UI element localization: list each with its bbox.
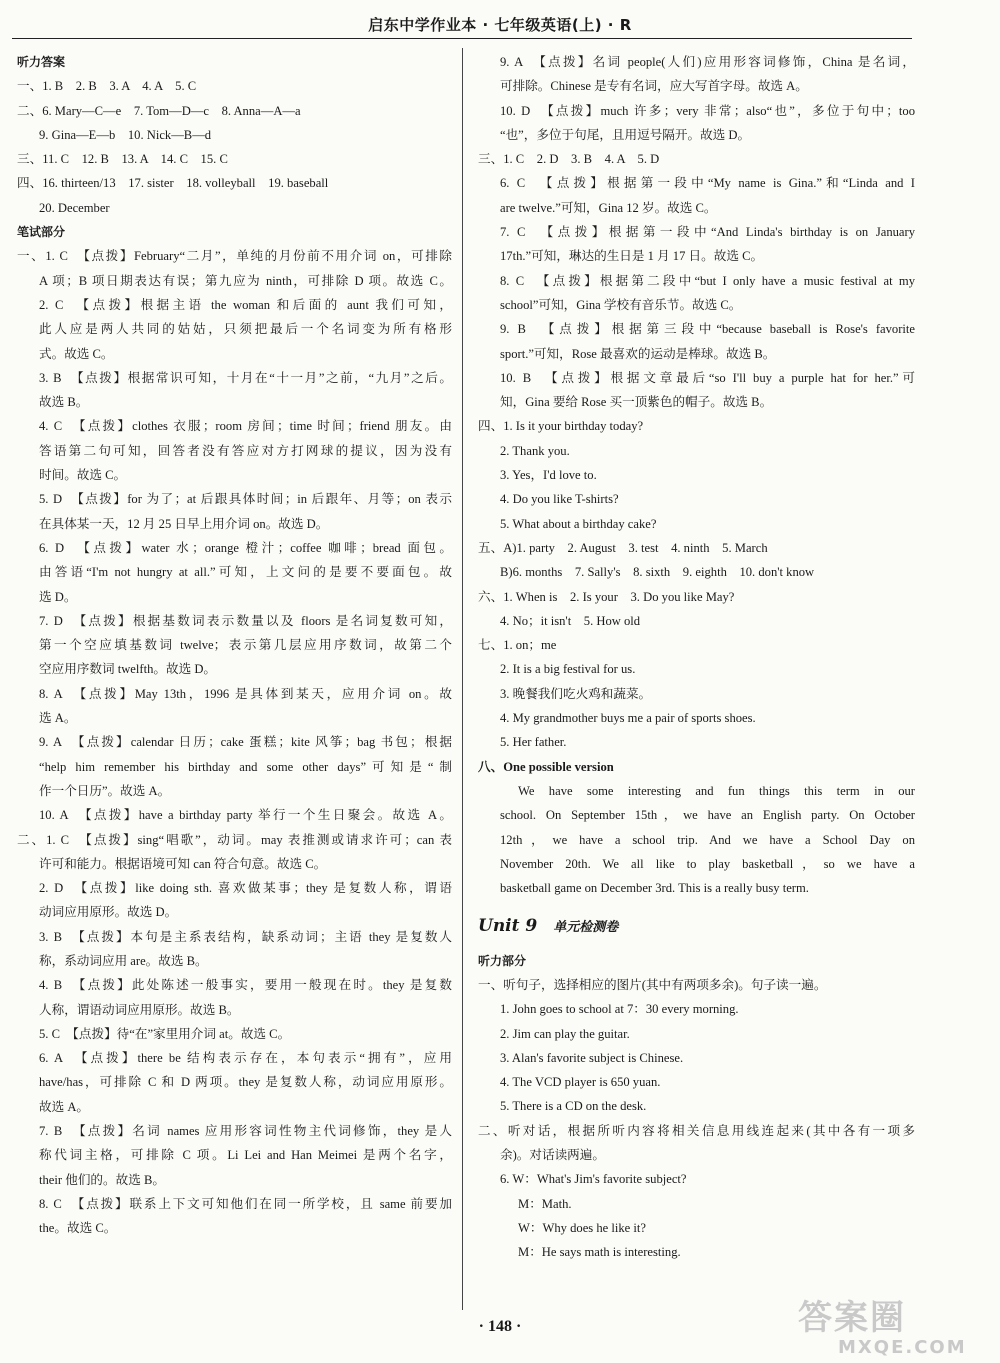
- text-line: B)6. months 7. Sally's 8. sixth 9. eighth 10. don't know: [500, 565, 815, 580]
- text-line: 一、听句子，选择相应的图片(其中有两项多余)。句子读一遍。: [478, 977, 827, 992]
- text-line: school”可知，Gina 学校有音乐节。故选 C。: [500, 297, 742, 312]
- text-line: 6. W：What's Jim's favorite subject?: [500, 1172, 687, 1187]
- text-line: 5. Her father.: [500, 735, 567, 750]
- text-line: 2. Jim can play the guitar.: [500, 1026, 630, 1041]
- text-line: 7. C 【点拨】根据第一段中“And Linda's birthday is on January: [500, 225, 915, 240]
- text-line: 2. Thank you.: [500, 443, 570, 458]
- text-line: W：Why does he like it?: [518, 1220, 646, 1235]
- text-line: M：He says math is interesting.: [518, 1245, 681, 1260]
- text-line: 知，Gina 要给 Rose 买一顶紫色的帽子。故选 B。: [500, 395, 773, 410]
- header-title: 启东中学作业本 · 七年级英语(上) · R: [368, 16, 632, 34]
- text-line: 8. C 【点拨】根据第二段中“but I only have a music festival at my: [500, 273, 915, 288]
- text-line: 3. Yes，I'd love to.: [500, 468, 597, 483]
- text-line: 4. My grandmother buys me a pair of sports shoes.: [500, 711, 756, 726]
- text-line: 一、1. B 2. B 3. A 4. A 5. C: [17, 79, 197, 94]
- text-line: 2. C 【点拨】根据主语 the woman 和后面的 aunt 我们可知，: [39, 297, 452, 312]
- text-line: We have some interesting and fun things this term in our: [518, 783, 915, 798]
- text-line: 选 A。: [39, 711, 77, 726]
- text-line: 在具体某一天，12 月 25 日早上用介词 on。故选 D。: [39, 516, 329, 531]
- watermark-url: MXQE.COM: [838, 1337, 967, 1358]
- text-line: A 项；B 项日期表达有误；第九应为 ninth，可排除 D 项。故选 C。: [39, 273, 452, 288]
- text-line: 5. C 【点拨】待“在”家里用介词 at。故选 C。: [39, 1026, 291, 1041]
- unit-title: Unit 9: [478, 916, 538, 937]
- text-line: 三、11. C 12. B 13. A 14. C 15. C: [17, 152, 228, 167]
- text-line: 时间。故选 C。: [39, 468, 127, 483]
- text-line: 动词应用原形。故选 D。: [39, 905, 178, 920]
- text-line: 许可和能力。根据语境可知 can 符合句意。故选 C。: [39, 856, 327, 871]
- text-line: 6. C 【点拨】根据第一段中“My name is Gina.”和“Linda and I: [500, 176, 915, 191]
- text-line: 此人应是两人共同的姑姑，只须把最后一个名词变为所有格形: [39, 322, 452, 337]
- text-line: 余)。对话读两遍。: [500, 1148, 605, 1163]
- watermark-logo-text: 答案圈: [798, 1298, 906, 1338]
- right-column: [478, 50, 915, 1305]
- text-line: 4. B 【点拨】此处陈述一般事实，要用一般现在时。they 是复数: [39, 978, 452, 993]
- text-line: 可排除。Chinese 是专有名词，应大写首字母。故选 A。: [500, 79, 808, 94]
- text-line: 故选 A。: [39, 1099, 90, 1114]
- text-line: sport.”可知，Rose 最喜欢的运动是棒球。故选 B。: [500, 346, 776, 361]
- text-line: 故选 B。: [39, 395, 89, 410]
- unit-heading: [478, 914, 915, 940]
- text-line: 4. C 【点拨】clothes 衣服；room 房间；time 时间；friend 朋友。由: [39, 419, 452, 434]
- text-line: 二、1. C 【点拨】sing“唱歌”，动词。may 表推测或请求许可；can 表: [17, 832, 452, 847]
- text-line: are twelve.”可知，Gina 12 岁。故选 C。: [500, 200, 717, 215]
- text-line: have/has，可排除 C 和 D 两项。they 是复数人称，动词应用原形。: [39, 1075, 452, 1090]
- text-line: 9. A 【点拨】名词 people(人们)应用形容词修饰，China 是名词，: [500, 55, 915, 69]
- text-line: M：Math.: [518, 1196, 572, 1211]
- text-line: 6. D 【点拨】water 水；orange 橙汁；coffee 咖啡；bread 面包。: [39, 540, 452, 555]
- text-line: 1. John goes to school at 7：30 every morning.: [500, 1002, 739, 1017]
- left-column: [17, 50, 452, 1305]
- text-line: 四、1. Is it your birthday today?: [478, 419, 644, 434]
- text-line: 5. What about a birthday cake?: [500, 516, 657, 531]
- text-line: 7. B 【点拨】名词 names 应用形容词性物主代词修饰，they 是人: [39, 1124, 452, 1139]
- text-line: 4. No；it isn't 5. How old: [500, 613, 641, 628]
- text-line: 七、1. on；me: [478, 638, 557, 653]
- text-line: school. On September 15th，we have an English party. On October: [500, 808, 915, 823]
- text-line: 答语第二句可知，回答者没有答应对方打网球的提议，因为没有: [39, 443, 452, 458]
- text-line: 3. Alan's favorite subject is Chinese.: [500, 1050, 684, 1065]
- text-line: November 20th. We all like to play basketball，so we have a: [500, 856, 915, 871]
- text-line: 20. December: [39, 200, 110, 215]
- text-line: 10. B 【点拨】根据文章最后“so I'll buy a purple hat for her.”可: [500, 370, 915, 385]
- watermark: [798, 1298, 994, 1360]
- text-line: 三、1. C 2. D 3. B 4. A 5. D: [478, 152, 660, 167]
- text-line: 2. D 【点拨】like doing sth. 喜欢做某事；they 是复数人称，谓语: [39, 881, 452, 896]
- text-line: 17th.”可知，琳达的生日是 1 月 17 日。故选 C。: [500, 249, 764, 264]
- text-line: 12th，we have a school trip. And we have a School Day on: [500, 832, 915, 847]
- text-line: 5. There is a CD on the desk.: [500, 1099, 647, 1114]
- text-line: the。故选 C。: [39, 1221, 117, 1236]
- page-number: · 148 ·: [478, 1318, 522, 1335]
- text-line: 5. D 【点拨】for 为了；at 后跟具体时间；in 后跟年、月等；on 表示: [39, 492, 452, 507]
- header-rule: [12, 38, 912, 39]
- text-line: 10. A 【点拨】have a birthday party 举行一个生日聚会。故选 A。: [39, 808, 452, 823]
- text-line: 3. B 【点拨】根据常识可知，十月在“十一月”之前，“九月”之后。: [39, 370, 452, 385]
- text-line: 称，系动词应用 are。故选 B。: [39, 953, 208, 968]
- text-line: 10. D 【点拨】much 许多；very 非常；also“也”，多位于句中；too: [500, 103, 915, 118]
- text-line: 作一个日历”。故选 A。: [39, 783, 171, 798]
- text-line: 选 D。: [39, 589, 77, 604]
- text-line: 2. It is a big festival for us.: [500, 662, 636, 677]
- text-line: 八、One possible version: [478, 759, 614, 774]
- text-line: their 他们的。故选 B。: [39, 1172, 165, 1187]
- page-header: [0, 8, 1000, 42]
- text-line: basketball game on December 3rd. This is a really busy term.: [500, 881, 809, 896]
- text-line: 二、听对话，根据所听内容将相关信息用线连起来(其中各有一项多: [478, 1123, 915, 1138]
- text-line: 五、A)1. party 2. August 3. test 4. ninth 5. March: [478, 540, 768, 555]
- text-line: 二、6. Mary—C—e 7. Tom—D—c 8. Anna—A—a: [17, 103, 301, 118]
- text-line: 空应用序数词 twelfth。故选 D。: [39, 662, 217, 677]
- text-line: 一、1. C 【点拨】February“二月”，单纯的月份前不用介词 on，可排除: [17, 249, 452, 264]
- text-line: 8. C 【点拨】联系上下文可知他们在同一所学校，且 same 前要加: [39, 1196, 452, 1211]
- text-line: 3. 晚餐我们吃火鸡和蔬菜。: [500, 686, 652, 701]
- text-line: 6. A 【点拨】there be 结构表示存在，本句表示“拥有”，应用: [39, 1051, 452, 1066]
- text-line: 四、16. thirteen/13 17. sister 18. volleyball 19. baseball: [17, 176, 329, 191]
- text-line: 9. A 【点拨】calendar 日历；cake 蛋糕；kite 风筝；bag 书包；根据: [39, 735, 452, 750]
- text-line: 由答语“I'm not hungry at all.”可知，上文问的是要不要面包。故: [39, 565, 452, 580]
- text-line: 3. B 【点拨】本句是主系表结构，缺系动词；主语 they 是复数人: [39, 929, 452, 944]
- text-line: 听力答案: [17, 55, 66, 69]
- right-column-answers: [478, 50, 915, 900]
- text-line: 4. Do you like T-shirts?: [500, 492, 619, 507]
- right-column-unit9: [478, 949, 915, 1265]
- text-line: 7. D 【点拨】根据基数词表示数量以及 floors 是名词复数可知，: [39, 613, 452, 628]
- text-line: 8. A 【点拨】May 13th，1996 是具体到某天，应用介词 on。故: [39, 686, 452, 701]
- text-line: 9. Gina—E—b 10. Nick—B—d: [39, 127, 212, 142]
- text-line: 听力部分: [478, 953, 527, 968]
- text-line: “也”，多位于句尾，且用逗号隔开。故选 D。: [500, 127, 751, 142]
- text-line: 六、1. When is 2. Is your 3. Do you like May?: [478, 589, 735, 604]
- text-line: 笔试部分: [17, 225, 66, 240]
- text-line: 称代词主格，可排除 C 项。Li Lei and Han Meimei 是两个名字，: [39, 1148, 452, 1163]
- text-line: 4. The VCD player is 650 yuan.: [500, 1075, 661, 1090]
- unit-subtitle: 单元检测卷: [553, 920, 619, 936]
- text-line: 第一个空应填基数词 twelve；表示第几层应用序数词，故第二个: [39, 638, 452, 653]
- text-line: 人称，谓语动词应用原形。故选 B。: [39, 1002, 240, 1017]
- text-line: 9. B 【点拨】根据第三段中“because baseball is Rose's favorite: [500, 322, 915, 337]
- text-line: “help him remember his birthday and some other days”可知是“制: [39, 759, 452, 774]
- column-divider: [462, 48, 463, 1310]
- text-line: 式。故选 C。: [39, 346, 114, 361]
